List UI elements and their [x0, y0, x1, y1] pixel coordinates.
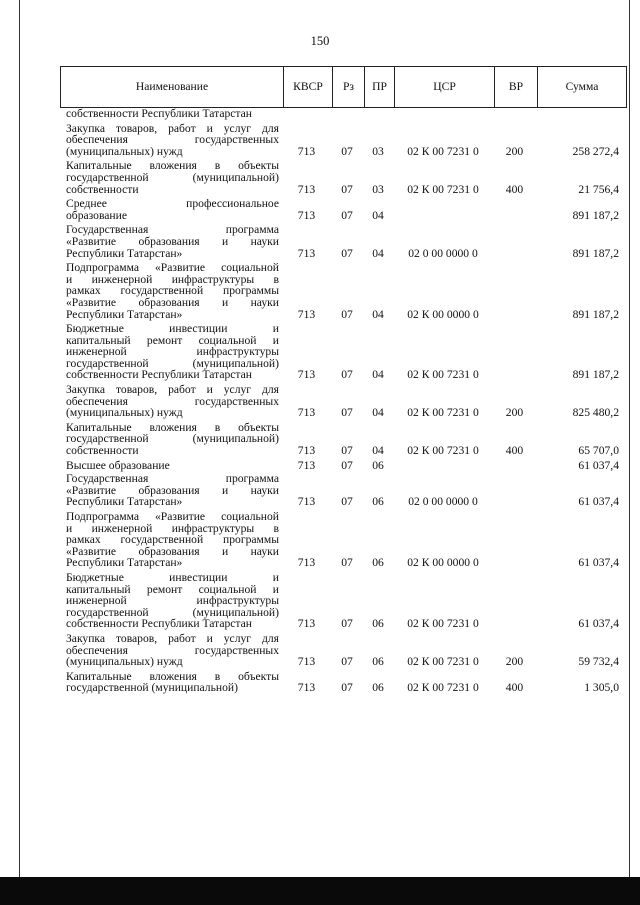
row-rz: 07 — [341, 182, 353, 196]
row-name — [60, 633, 282, 668]
table-row — [60, 473, 627, 508]
header-csr: ЦСР — [394, 67, 494, 107]
row-rz: 07 — [341, 617, 353, 631]
row-name-line: Подпрограмма «Развитие социальной — [66, 510, 279, 523]
row-name-line: капитальный ремонт социальной и — [66, 333, 279, 347]
row-name-line: инженерной инфраструктуры — [66, 345, 279, 359]
row-name-line: Среднее профессиональное — [66, 197, 279, 211]
table-row — [60, 671, 627, 694]
row-sum: 61 037,4 — [578, 458, 619, 472]
row-name-line: Закупка товаров, работ и услуг для — [66, 383, 279, 397]
row-name-line: Капитальные вложения в объекты — [66, 420, 279, 434]
row-pr: 04 — [372, 406, 384, 420]
row-kvsr: 713 — [297, 406, 316, 420]
header-rz: Рз — [332, 67, 364, 107]
row-name-line: государственной (муниципальной) — [66, 356, 279, 370]
row-kvsr: 713 — [297, 307, 316, 321]
row-name-line: (муниципальных) нужд — [66, 144, 183, 158]
row-kvsr: 713 — [297, 246, 316, 260]
row-name-line: и инженерной инфраструктуры в — [66, 272, 279, 286]
header-vr: ВР — [494, 67, 537, 107]
row-rz: 07 — [341, 444, 353, 458]
row-kvsr: 713 — [297, 444, 316, 458]
row-name-line: обеспечения государственных — [66, 643, 279, 657]
row-rz: 07 — [341, 495, 353, 509]
table-row — [60, 633, 627, 668]
table-row — [60, 384, 627, 419]
row-name — [60, 671, 282, 694]
row-csr: 02 К 00 7231 0 — [407, 681, 479, 695]
table-row — [60, 262, 627, 320]
row-kvsr: 713 — [297, 556, 316, 570]
row-name-line: Капитальные вложения в объекты — [66, 669, 279, 683]
row-name — [60, 384, 282, 419]
row-name — [60, 123, 282, 158]
row-name-line: обеспечения государственных — [66, 394, 279, 408]
row-name-line: «Развитие образования и науки — [66, 234, 279, 248]
row-pr: 04 — [372, 307, 384, 321]
header-pr: ПР — [364, 67, 394, 107]
row-pr: 03 — [372, 182, 384, 196]
row-name-line: рамках государственной программы — [66, 284, 279, 298]
row-name — [60, 460, 282, 472]
row-vr: 400 — [505, 444, 524, 458]
row-kvsr: 713 — [297, 182, 316, 196]
row-rz: 07 — [341, 307, 353, 321]
row-pr: 04 — [372, 444, 384, 458]
row-name-line: собственности — [66, 182, 139, 196]
row-kvsr: 713 — [297, 495, 316, 509]
row-name-line: государственной (муниципальной) — [66, 432, 279, 446]
row-name-line: (муниципальных) нужд — [66, 655, 183, 669]
row-pr: 06 — [372, 655, 384, 669]
row-name-line: Государственная программа — [66, 223, 279, 237]
row-name — [60, 198, 282, 221]
row-name-line: и инженерной инфраструктуры в — [66, 521, 279, 535]
row-pr: 04 — [372, 208, 384, 222]
row-name-line: Бюджетные инвестиции и — [66, 322, 279, 336]
row-pr: 04 — [372, 368, 384, 382]
row-pr: 06 — [372, 495, 384, 509]
table-body — [60, 108, 627, 694]
row-name-line: «Развитие образования и науки — [66, 295, 279, 309]
row-rz: 07 — [341, 246, 353, 260]
row-name-line: Республики Татарстан» — [66, 495, 183, 509]
row-pr: 06 — [372, 458, 384, 472]
row-name-line: Республики Татарстан» — [66, 307, 183, 321]
row-pr: 06 — [372, 556, 384, 570]
row-name-line: государственной (муниципальной) — [66, 681, 238, 695]
row-name-line: Подпрограмма «Развитие социальной — [66, 261, 279, 275]
table-row — [60, 572, 627, 630]
row-name-line: «Развитие образования и науки — [66, 483, 279, 497]
row-kvsr: 713 — [297, 368, 316, 382]
table-row — [60, 511, 627, 569]
row-name-line: Государственная программа — [66, 472, 279, 486]
row-csr: 02 К 00 7231 0 — [407, 368, 479, 382]
row-pr: 03 — [372, 144, 384, 158]
row-rz: 07 — [341, 144, 353, 158]
row-rz: 07 — [341, 458, 353, 472]
row-name-line: рамках государственной программы — [66, 533, 279, 547]
row-kvsr: 713 — [297, 655, 316, 669]
row-name-line: собственности — [66, 444, 139, 458]
row-name-line: «Развитие образования и науки — [66, 544, 279, 558]
row-vr: 400 — [505, 182, 524, 196]
row-sum: 1 305,0 — [584, 681, 619, 695]
row-name-line: Закупка товаров, работ и услуг для — [66, 121, 279, 135]
table-row — [60, 123, 627, 158]
row-name-line: обеспечения государственных — [66, 133, 279, 147]
table-row — [60, 422, 627, 457]
bottom-scan-border — [0, 877, 640, 905]
row-name-line: Бюджетные инвестиции и — [66, 570, 279, 584]
row-csr: 02 К 00 7231 0 — [407, 406, 479, 420]
row-rz: 07 — [341, 655, 353, 669]
row-name-line: Капитальные вложения в объекты — [66, 159, 279, 173]
row-name-line: инженерной инфраструктуры — [66, 594, 279, 608]
row-vr: 200 — [505, 655, 524, 669]
row-rz: 07 — [341, 368, 353, 382]
row-csr: 02 К 00 7231 0 — [407, 182, 479, 196]
row-sum: 21 756,4 — [578, 182, 619, 196]
right-margin-rule — [629, 0, 630, 877]
table-row — [60, 460, 627, 472]
row-name-line: образование — [66, 208, 127, 222]
row-name-line: собственности Республики Татарстан — [66, 617, 252, 631]
row-name-line: Республики Татарстан» — [66, 246, 183, 260]
row-name-line: государственной (муниципальной) — [66, 170, 279, 184]
table-row — [60, 108, 627, 120]
row-name — [60, 511, 282, 569]
row-name — [60, 422, 282, 457]
row-sum: 891 187,2 — [572, 307, 619, 321]
row-vr: 400 — [505, 681, 524, 695]
row-vr: 200 — [505, 406, 524, 420]
row-csr: 02 К 00 7231 0 — [407, 144, 479, 158]
page-number: 150 — [310, 34, 330, 48]
row-pr: 06 — [372, 617, 384, 631]
row-sum: 61 037,4 — [578, 495, 619, 509]
header-sum: Сумма — [537, 67, 626, 107]
row-sum: 891 187,2 — [572, 208, 619, 222]
row-name-line: Закупка товаров, работ и услуг для — [66, 631, 279, 645]
row-sum: 891 187,2 — [572, 368, 619, 382]
row-rz: 07 — [341, 556, 353, 570]
row-csr: 02 0 00 0000 0 — [408, 246, 478, 260]
row-sum: 825 480,2 — [572, 406, 619, 420]
row-csr: 02 0 00 0000 0 — [408, 495, 478, 509]
row-csr: 02 К 00 7231 0 — [407, 444, 479, 458]
row-rz: 07 — [341, 681, 353, 695]
row-name — [60, 224, 282, 259]
row-kvsr: 713 — [297, 458, 316, 472]
row-rz: 07 — [341, 208, 353, 222]
row-name-line: государственной (муниципальной) — [66, 605, 279, 619]
row-kvsr: 713 — [297, 208, 316, 222]
header-kvsr: КВСР — [283, 67, 332, 107]
row-name-line: собственности Республики Татарстан — [66, 368, 252, 382]
row-pr: 06 — [372, 681, 384, 695]
row-name — [60, 323, 282, 381]
row-csr: 02 К 00 7231 0 — [407, 655, 479, 669]
table-row — [60, 160, 627, 195]
row-kvsr: 713 — [297, 617, 316, 631]
row-name-line: Высшее образование — [66, 458, 170, 472]
row-sum: 65 707,0 — [578, 444, 619, 458]
left-margin-rule — [19, 0, 20, 877]
row-rz: 07 — [341, 406, 353, 420]
row-name — [60, 160, 282, 195]
header-name: Наименование — [135, 80, 209, 93]
row-kvsr: 713 — [297, 681, 316, 695]
row-kvsr: 713 — [297, 144, 316, 158]
row-csr: 02 К 00 0000 0 — [407, 556, 479, 570]
table-header — [60, 66, 627, 108]
row-name-line: собственности Республики Татарстан — [66, 107, 252, 120]
row-csr: 02 К 00 7231 0 — [407, 617, 479, 631]
table-row — [60, 198, 627, 221]
row-name — [60, 262, 282, 320]
row-name-line: капитальный ремонт социальной и — [66, 582, 279, 596]
row-sum: 258 272,4 — [572, 144, 619, 158]
table-row — [60, 323, 627, 381]
row-sum: 61 037,4 — [578, 617, 619, 631]
row-name — [60, 572, 282, 630]
row-sum: 891 187,2 — [572, 246, 619, 260]
row-sum: 59 732,4 — [578, 655, 619, 669]
row-pr: 04 — [372, 246, 384, 260]
row-vr: 200 — [505, 144, 524, 158]
row-sum: 61 037,4 — [578, 556, 619, 570]
row-name-line: Республики Татарстан» — [66, 556, 183, 570]
row-csr: 02 К 00 0000 0 — [407, 307, 479, 321]
row-name — [60, 473, 282, 508]
row-name-line: (муниципальных) нужд — [66, 406, 183, 420]
table-row — [60, 224, 627, 259]
row-name — [60, 108, 282, 120]
